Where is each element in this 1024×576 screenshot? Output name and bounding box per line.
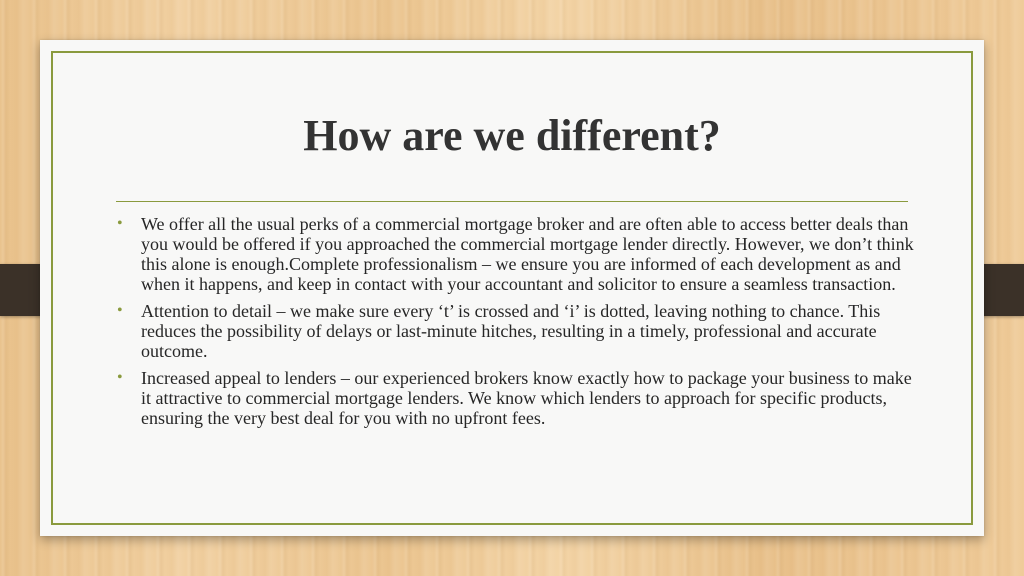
bullet-item: [117, 214, 921, 294]
title-divider: [116, 201, 908, 202]
bullet-icon: •: [117, 215, 123, 232]
bullet-text: Attention to detail – we make sure every ‘t’ is crossed and ‘i’ is dotted, leaving nothing to chance. This reduces the possibility of delays or last-minute hitches, resulting in a timely, professional and accurate outcome.: [141, 301, 881, 361]
bullet-text: Increased appeal to lenders – our experienced brokers know exactly how to package your business to make it attractive to commercial mortgage lenders. We know which lenders to approach for specific products, ensuring the very best deal for you with no upfront fees.: [141, 368, 912, 428]
bullet-icon: •: [117, 369, 123, 386]
bullet-item: [117, 301, 921, 361]
bullet-text: We offer all the usual perks of a commercial mortgage broker and are often able to access better deals than you would be offered if you approached the commercial mortgage lender directly. However, we don’t think this alone is enough.Complete professionalism – we ensure you are informed of each development as and when it happens, and keep in contact with your accountant and solicitor to ensure a seamless transaction.: [141, 214, 914, 294]
bullet-item: [117, 368, 921, 428]
bullet-list: [117, 214, 921, 435]
bullet-icon: •: [117, 302, 123, 319]
slide-card: [40, 40, 984, 536]
slide-title: How are we different?: [303, 111, 721, 160]
